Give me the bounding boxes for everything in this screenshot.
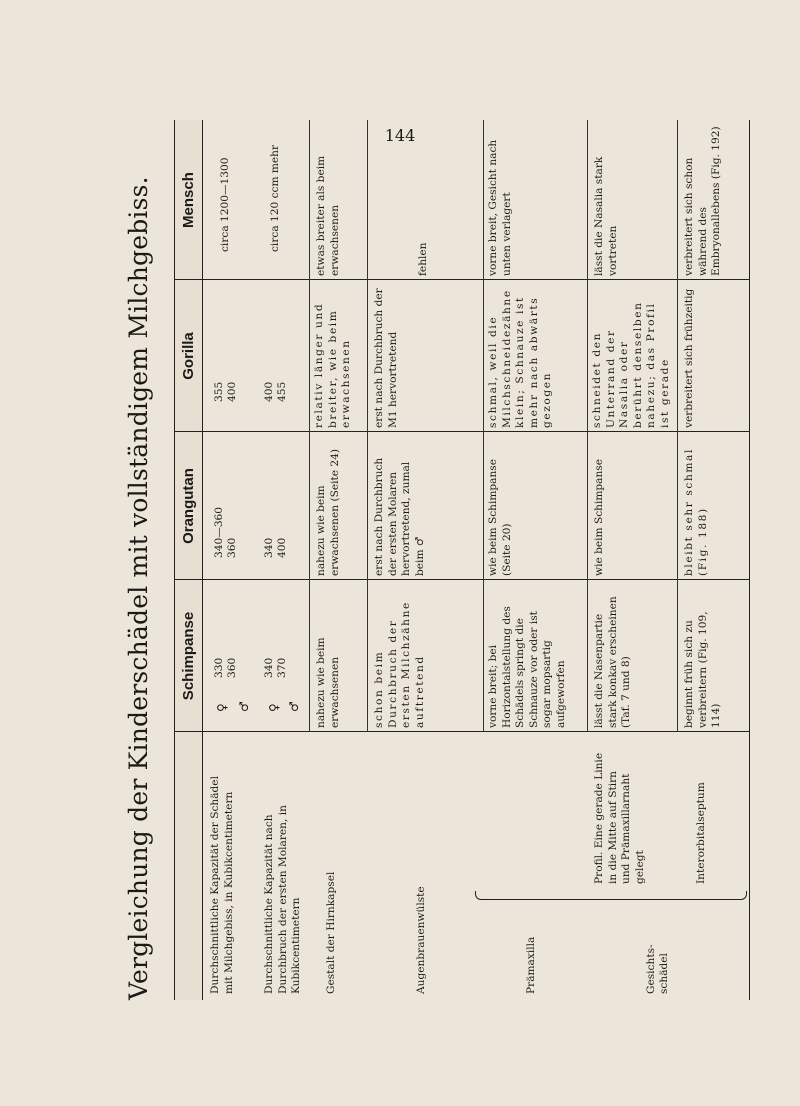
column-divider — [175, 431, 749, 432]
schimpanse-capacity-molars-values: 340 370 — [263, 657, 288, 678]
male-symbol: ♂ — [237, 701, 251, 712]
orangutan-hirnkapsel: nahezu wie beim erwachsenen (Seite 24) — [315, 448, 341, 576]
mensch-hirnkapsel: etwas breiter als beim erwachsenen — [315, 155, 341, 276]
orangutan-interorbitalseptum: bleibt sehr schmal (Fig. 188) — [683, 448, 709, 576]
row-label-praemaxilla: Prämaxilla — [525, 936, 537, 994]
row-label-capacity-molars: Durchschnittliche Kapazität nach Durchbruch der ersten Molaren, in Kubikcentimetern — [263, 805, 303, 994]
orangutan-praemaxilla: wie beim Schimpanse (Seite 20) — [487, 458, 513, 576]
gorilla-profil: schneidet den Unterrand der Nasalia oder berührt denselben nahezu; das Profil ist gerade — [591, 301, 671, 428]
schimpanse-hirnkapsel: nahezu wie beim erwachsenen — [315, 637, 341, 728]
gorilla-capacity-values: 355 400 — [213, 381, 238, 402]
gorilla-interorbitalseptum: verbreitert sich frühzeitig — [683, 288, 695, 428]
page-number: 144 — [384, 126, 416, 145]
column-divider — [175, 579, 749, 580]
schimpanse-capacity-values: 330 360 — [213, 657, 238, 678]
gorilla-praemaxilla: schmal, weil die Milchschneidezähne klein; Schnauze ist mehr nach abwärts gezogen — [487, 289, 554, 428]
schimpanse-praemaxilla: vorne breit; bei Horizontalstellung des Schädels springt die Schnauze vor oder ist sogar mopsartig aufgeworfen — [487, 606, 567, 728]
row-divider — [309, 120, 310, 732]
group-label-gesichtsschaedel: Gesichts- schädel — [645, 944, 670, 994]
mensch-profil: lässt die Nasalia stark vortreten — [593, 156, 619, 276]
mensch-capacity: circa 1200—1300 — [219, 157, 231, 252]
comparison-table — [174, 120, 750, 1000]
mensch-praemaxilla: vorne breit, Gesicht nach unten verlagert — [487, 139, 513, 276]
schimpanse-interorbitalseptum: beginnt früh sich zu verbreitern (Fig. 109, 114) — [683, 611, 723, 728]
column-divider — [175, 279, 749, 280]
row-label-augenbrauenwuelste: Augenbrauenwülste — [415, 886, 427, 994]
header-mensch: Mensch — [175, 120, 203, 280]
gorilla-augenbrauenwuelste: erst nach Durchbruch der M1 hervortretend — [373, 288, 399, 428]
row-label-interorbitalseptum: Interorbitalseptum — [695, 782, 707, 884]
schimpanse-augenbrauenwuelste: schon beim Durchbruch der ersten Milchzähne auftretend — [373, 601, 426, 728]
gorilla-hirnkapsel: relativ länger und breiter, wie beim erwachsenen — [313, 302, 353, 428]
orangutan-augenbrauenwuelste: erst nach Durchbruch der ersten Molaren hervortretend, zumal beim ♂ — [373, 457, 426, 576]
orangutan-capacity-values: 340—360 360 — [213, 506, 238, 558]
female-symbol: ♀ — [267, 703, 281, 712]
column-divider — [175, 731, 749, 732]
row-divider — [367, 120, 368, 732]
row-label-hirnkapsel: Gestalt der Hirnkapsel — [325, 871, 337, 994]
mensch-augenbrauenwuelste: fehlen — [417, 242, 429, 276]
header-orangutan: Orangutan — [175, 432, 203, 580]
row-label-capacity: Durchschnittliche Kapazität der Schädel mit Milchgebiss, in Kubikcentimetern — [209, 776, 235, 994]
header-empty — [175, 732, 203, 1000]
male-symbol: ♂ — [287, 701, 301, 712]
row-label-profil: Profil. Eine gerade Linie in die Mitte auf Stirn und Prämaxillarnaht gelegt — [593, 752, 646, 884]
schimpanse-profil: lässt die Nasenpartie stark konkav erscheinen (Taf. 7 und 8) — [593, 596, 633, 728]
table-caption: Vergleichung der Kinderschädel mit vollständigem Milchgebiss. — [124, 176, 153, 1000]
orangutan-capacity-molars-values: 340 400 — [263, 537, 288, 558]
header-schimpanse: Schimpanse — [175, 580, 203, 732]
header-gorilla: Gorilla — [175, 280, 203, 432]
gorilla-capacity-molars-values: 400 455 — [263, 381, 288, 402]
rotated-table-container — [110, 120, 750, 1000]
mensch-interorbitalseptum: verbreitert sich schon während des Embryonallebens (Fig. 192) — [683, 126, 723, 276]
row-divider — [677, 120, 678, 732]
mensch-capacity-molars: circa 120 ccm mehr — [269, 144, 281, 252]
orangutan-profil: wie beim Schimpanse — [593, 458, 605, 576]
row-divider — [587, 120, 588, 732]
row-divider — [483, 120, 484, 732]
female-symbol: ♀ — [215, 703, 229, 712]
group-brace — [475, 891, 747, 900]
